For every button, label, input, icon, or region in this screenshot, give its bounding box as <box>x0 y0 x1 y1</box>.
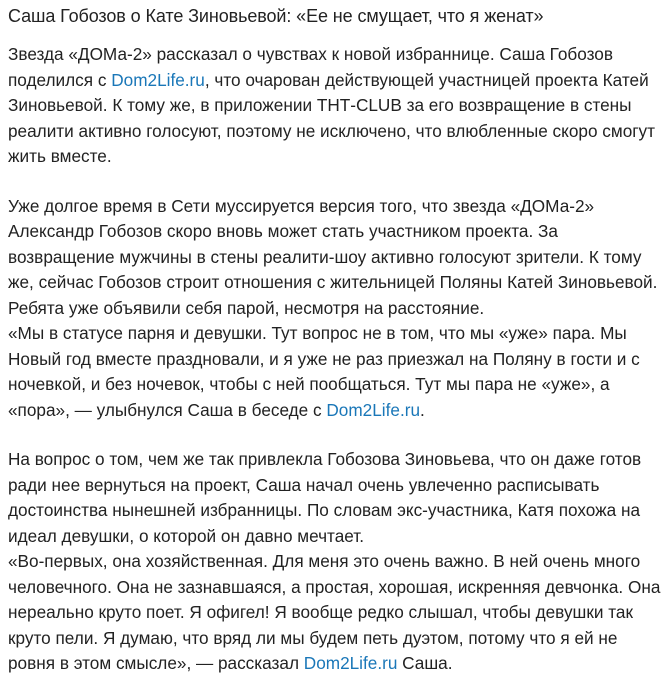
quote-couple-status-end: . <box>420 399 425 420</box>
dom2life-link[interactable]: Dom2Life.ru <box>326 399 421 420</box>
paragraph-intro <box>8 42 662 170</box>
paragraph-background: Уже долгое время в Сети муссируется версия того, что звезда «ДОМа-2» Александр Гобозов скоро вновь может стать участником проекта. За возвращение мужчины в стены реалити-шоу активно голосуют зрители. К тому же, сейчас Гобозов строит отношения с жительницей Поляны Катей Зиновьевой. Ребята уже объявили себя парой, несмотря на расстояние. <box>8 195 658 318</box>
quote-couple-status-text: «Мы в статусе парня и девушки. Тут вопрос не в том, что мы «уже» пара. Мы Новый год вместе праздновали, и я уже не раз приезжал на Поляну в гости и с ночевкой, и без ночевок, чтобы с ней пообщаться. Тут мы пара не «уже», а «пора», — улыбнулся Саша в беседе с <box>8 323 640 420</box>
paragraph-qualities: На вопрос о том, чем же так привлекла Гобозова Зиновьева, что он даже готов ради нее вернуться на проект, Саша начал очень увлеченно расписывать достоинства нынешней избранницы. По словам экс-участника, Катя похожа на идеал девушки, о которой он давно мечтает. <box>8 449 642 546</box>
paragraph-intro-text-start: Звезда «ДОМа-2» рассказал о чувствах к новой избраннице. Саша Гобозов поделился с <box>8 44 613 90</box>
article-title: Саша Гобозов о Кате Зиновьевой: «Ее не смущает, что я женат» <box>8 6 544 26</box>
dom2life-link[interactable]: Dom2Life.ru <box>303 653 398 673</box>
dom2life-link[interactable]: Dom2Life.ru <box>111 69 205 90</box>
quote-couple-status <box>8 321 662 423</box>
quote-qualities-text: «Во-первых, она хозяйственная. Для меня это очень важно. В ней очень много человечного. Она не зазнавшаяся, а простая, хорошая, искренняя девчонка. Она нереально круто поет. Я офигел! Я вообще редко слышал, чтобы девушки так круто пели. Я думаю, что вряд ли мы будем петь дуэтом, потому что я ей не ровня в этом смысле», — рассказал <box>8 551 661 673</box>
paragraph-intro-text-end: , что очарован действующей участницей проекта Катей Зиновьевой. К тому же, в приложении ТНТ-CLUB за его возвращение в стены реалити активно голосуют, поэтому не исключено, что влюбленные скоро смогут жить вместе. <box>8 69 656 166</box>
quote-qualities-end: Саша. <box>397 653 453 673</box>
quote-qualities <box>8 549 662 677</box>
